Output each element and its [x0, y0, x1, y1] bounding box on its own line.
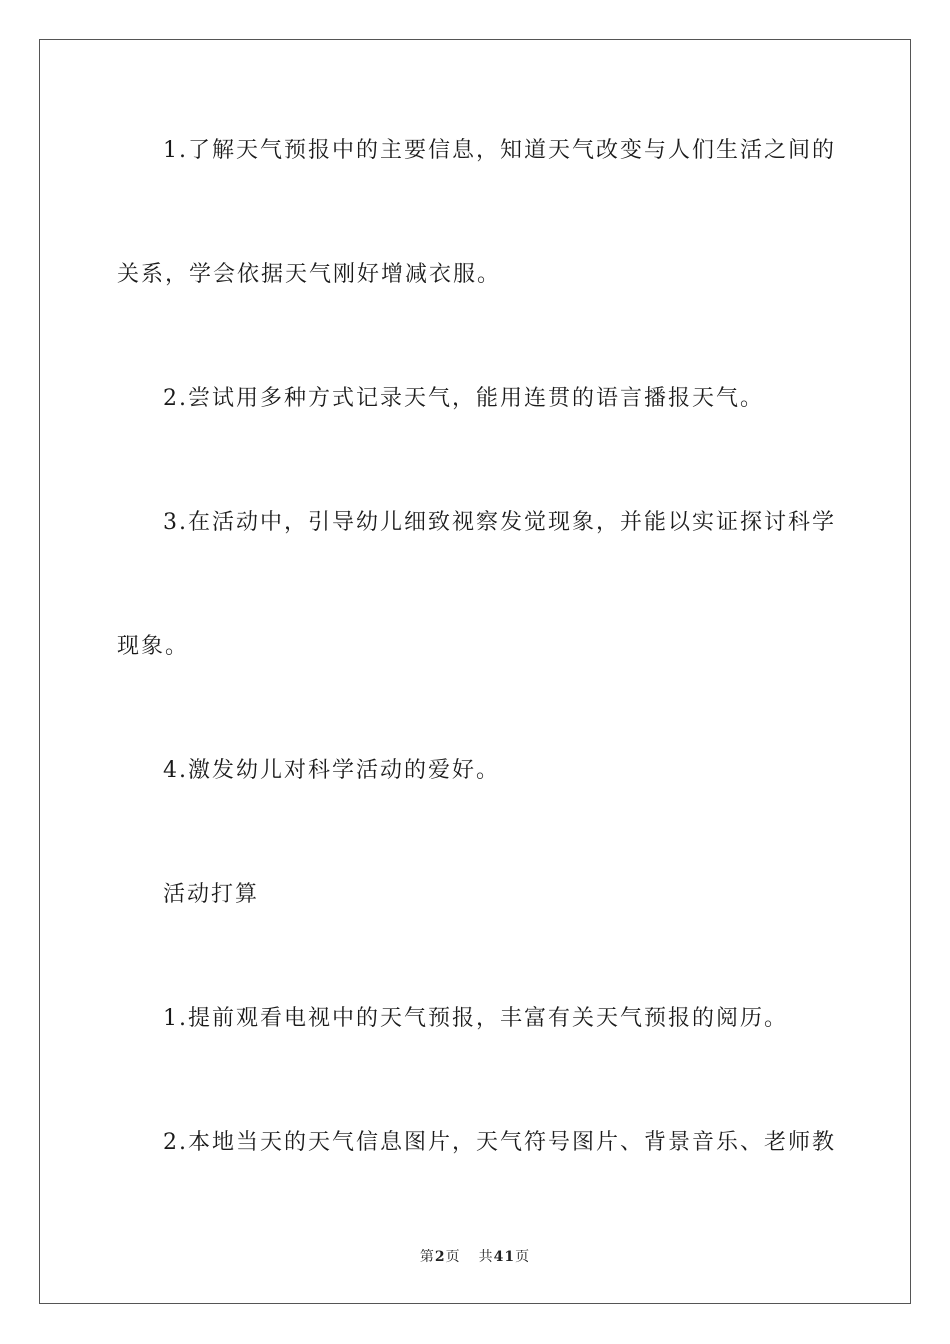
- page-footer: [0, 1248, 950, 1266]
- page-border: [39, 39, 911, 1304]
- objective-1-line-1: 1.了解天气预报中的主要信息，知道天气改变与人们生活之间的: [163, 138, 836, 163]
- objective-4: 4.激发幼儿对科学活动的爱好。: [163, 758, 500, 783]
- footer-total-suffix: 页: [515, 1249, 531, 1265]
- footer-page-number: 2: [434, 1249, 446, 1265]
- preparation-2-line-1: 2.本地当天的天气信息图片，天气符号图片、背景音乐、老师教: [163, 1130, 836, 1155]
- footer-total-pages: 41: [493, 1249, 516, 1265]
- preparation-1: 1.提前观看电视中的天气预报，丰富有关天气预报的阅历。: [163, 1006, 788, 1031]
- objective-1-line-2: 关系，学会依据天气刚好增减衣服。: [117, 262, 502, 287]
- objective-2: 2.尝试用多种方式记录天气，能用连贯的语言播报天气。: [163, 386, 764, 411]
- footer-page-suffix: 页: [445, 1249, 461, 1265]
- objective-3-line-1: 3.在活动中，引导幼儿细致视察发觉现象，并能以实证探讨科学: [163, 510, 836, 535]
- section-heading-preparation: 活动打算: [163, 882, 260, 907]
- footer-page-prefix: 第: [419, 1249, 435, 1265]
- footer-total-prefix: 共: [478, 1249, 494, 1265]
- objective-3-line-2: 现象。: [117, 634, 190, 659]
